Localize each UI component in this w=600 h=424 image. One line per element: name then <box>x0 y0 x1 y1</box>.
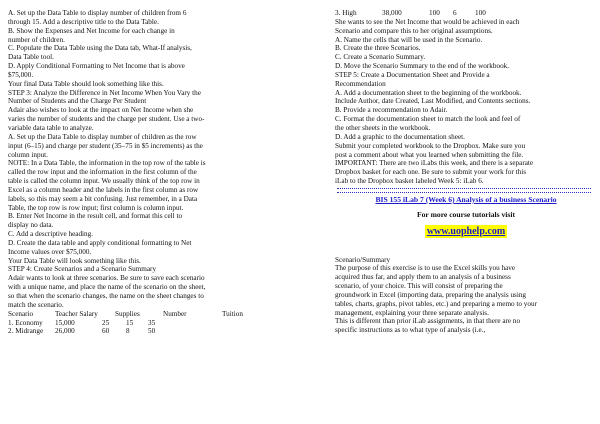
text-line: Adair wants to look at three scenarios. Be sure to save each scenario <box>8 274 205 283</box>
text-line: A. Name the cells that will be used in the Scenario. <box>335 35 483 44</box>
header-number: Number <box>163 309 187 318</box>
more-tutorials-text: For more course tutorials visit <box>417 209 515 219</box>
cell-teacher-salary: 38,000 <box>382 9 402 17</box>
course-title-link[interactable]: BIS 155 iLab 7 (Week 6) Analysis of a business Scenario <box>375 194 557 204</box>
text-line: Include Author, date Created, Last Modified, and Contents sections. <box>335 97 531 106</box>
cell-tuition: 35 <box>148 318 156 327</box>
text-line: STEP 4: Create Scenarios and a Scenario Summary <box>8 265 157 274</box>
text-line: specific instructions as to what type of analysis (i.e., <box>335 326 486 335</box>
text-line: so that when the scenario changes, the name on the sheet changes to <box>8 292 204 300</box>
left-column <box>8 9 292 336</box>
header-supplies: Supplies <box>115 309 140 318</box>
text-line: A. Add a documentation sheet to the beginning of the workbook. <box>335 88 522 97</box>
cell-number: 6 <box>453 9 457 17</box>
text-line: Scenario and compare this to her original assumptions. <box>335 26 493 35</box>
cell-supplies: 100 <box>429 9 440 17</box>
text-line: with a unique name, and place the name of the scenario on the sheet, <box>8 283 206 292</box>
text-line: management, explaining your three separate analysis. <box>335 308 489 317</box>
text-line: iLab to the Dropbox basket labeled Week 5: iLab 6. <box>335 177 484 186</box>
spacer <box>335 238 597 256</box>
scenario-summary-text <box>335 256 597 336</box>
header-scenario: Scenario <box>8 309 34 318</box>
text-line: B. Create the three Scenarios. <box>335 44 421 53</box>
text-line: scenario, of your choice. This will consist of preparing the <box>335 282 503 291</box>
text-line: STEP 5: Create a Documentation Sheet and Provide a <box>335 70 490 79</box>
text-line: This is different than prior iLab assignments, in that there are no <box>335 317 521 326</box>
text-line: STEP 3: Analyze the Difference in Net Income When You Vary the <box>8 88 201 97</box>
text-line: Income values over $75,000. <box>8 247 92 256</box>
text-line: C. Populate the Data Table using the Data tab, What-If analysis, <box>8 44 192 53</box>
text-line: acquired thus far, and apply them to an analysis of a business <box>335 273 511 282</box>
text-line: A. Set up the Data Table to display number of children as the row <box>8 132 197 141</box>
text-line: variable data table to analyze. <box>8 123 94 132</box>
cell-number: 15 <box>126 318 134 327</box>
table-row <box>335 9 597 18</box>
table-row <box>8 319 292 328</box>
text-line: post a comment about what you learned when submitting the file. <box>335 150 524 159</box>
text-line: Scenario/Summary <box>335 255 391 264</box>
text-line: D. Create the data table and apply conditional formatting to Net <box>8 238 192 247</box>
cell-supplies: 60 <box>102 327 110 336</box>
cell-tuition: 50 <box>148 327 156 336</box>
cell-tuition: 100 <box>475 9 486 17</box>
text-line: Adair also wishes to look at the impact on Net Income when she <box>8 106 194 115</box>
text-line: groundwork in Excel (importing data, preparing the analysis using <box>335 290 527 299</box>
cell-scenario: 1. Economy <box>8 318 43 327</box>
text-line: display no data. <box>8 221 54 230</box>
text-line: Number of Students and the Charge Per Student <box>8 97 147 106</box>
text-line: Submit your completed workbook to the Dropbox. Make sure you <box>335 141 526 150</box>
instructions-text <box>8 9 292 310</box>
text-line: Data Table tool. <box>8 53 54 62</box>
cell-supplies: 25 <box>102 318 110 327</box>
text-line: Excel as a column header and the labels in the first column as row <box>8 185 199 194</box>
text-line: D. Move the Scenario Summary to the end of the workbook. <box>335 62 510 71</box>
text-line: IMPORTANT: There are two iLabs this week, and there is a separate <box>335 159 534 168</box>
text-line: The purpose of this exercise is to use the Excel skills you have <box>335 264 516 273</box>
text-line: table is called the column input. We usually think of the top row in <box>8 177 200 186</box>
text-line: She wants to see the Net Income that would be achieved in each <box>335 17 520 26</box>
website-link[interactable]: www.uophelp.com <box>426 225 506 237</box>
text-line: Your final Data Table should look something like this. <box>8 79 164 88</box>
right-column <box>335 9 597 335</box>
text-line: varies the number of students and the charge per student. Use a two- <box>8 115 205 124</box>
text-line: match the scenario. <box>8 300 64 309</box>
text-line: column input. <box>8 150 48 159</box>
text-line: tables, charts, graphs, pivot tables, etc.) and preparing a memo to your <box>335 299 537 308</box>
text-line: Recommendation <box>335 79 386 88</box>
text-line: Table, the top row is row input; first column is column input. <box>8 203 184 212</box>
cell-teacher-salary: 26,000 <box>55 327 75 336</box>
text-line: $75,000. <box>8 70 34 79</box>
text-line: C. Format the documentation sheet to match the look and feel of <box>335 115 521 124</box>
header-tuition: Tuition <box>222 309 243 318</box>
text-line: number of children. <box>8 35 65 44</box>
instructions-text <box>335 18 597 186</box>
website-wrapper <box>335 225 597 238</box>
text-line: called the row input and the information in the first column of the <box>8 168 197 177</box>
text-line: D. Apply Conditional Formatting to Net Income that is above <box>8 62 185 71</box>
text-line: NOTE: In a Data Table, the information in the top row of the table is <box>8 159 206 168</box>
text-line: the other sheets in the workbook. <box>335 123 431 132</box>
divider <box>337 188 591 193</box>
text-line: C. Create a Scenario Summary. <box>335 53 426 62</box>
text-line: A. Set up the Data Table to display number of children from 6 <box>8 9 187 17</box>
table-row <box>8 327 292 336</box>
cell-scenario: 2. Midrange <box>8 327 44 336</box>
header-teacher-salary: Teacher Salary <box>55 309 98 318</box>
text-line: input (6–15) and charge per student (35–75 in $5 increments) as the <box>8 141 203 150</box>
text-line: through 15. Add a descriptive title to the Data Table. <box>8 17 159 26</box>
cell-number: 8 <box>126 327 130 336</box>
text-line: Your Data Table will look something like this. <box>8 256 141 265</box>
scenario-table-header <box>8 310 292 319</box>
cell-scenario: 3. High <box>335 9 357 17</box>
text-line: Dropbox basket for each one. Be sure to submit your work for this <box>335 168 527 177</box>
text-line: B. Enter Net Income in the result cell, and format this cell to <box>8 212 183 221</box>
text-line: D. Add a graphic to the documentation sheet. <box>335 132 465 141</box>
text-line: C. Add a descriptive heading. <box>8 230 94 239</box>
text-line: B. Provide a recommendation to Adair. <box>335 106 448 115</box>
text-line: B. Show the Expenses and Net Income for each change in <box>8 26 175 35</box>
cell-teacher-salary: 15,000 <box>55 318 75 327</box>
text-line: labels, so this may seem a bit confusing. Just remember, in a Data <box>8 194 198 203</box>
